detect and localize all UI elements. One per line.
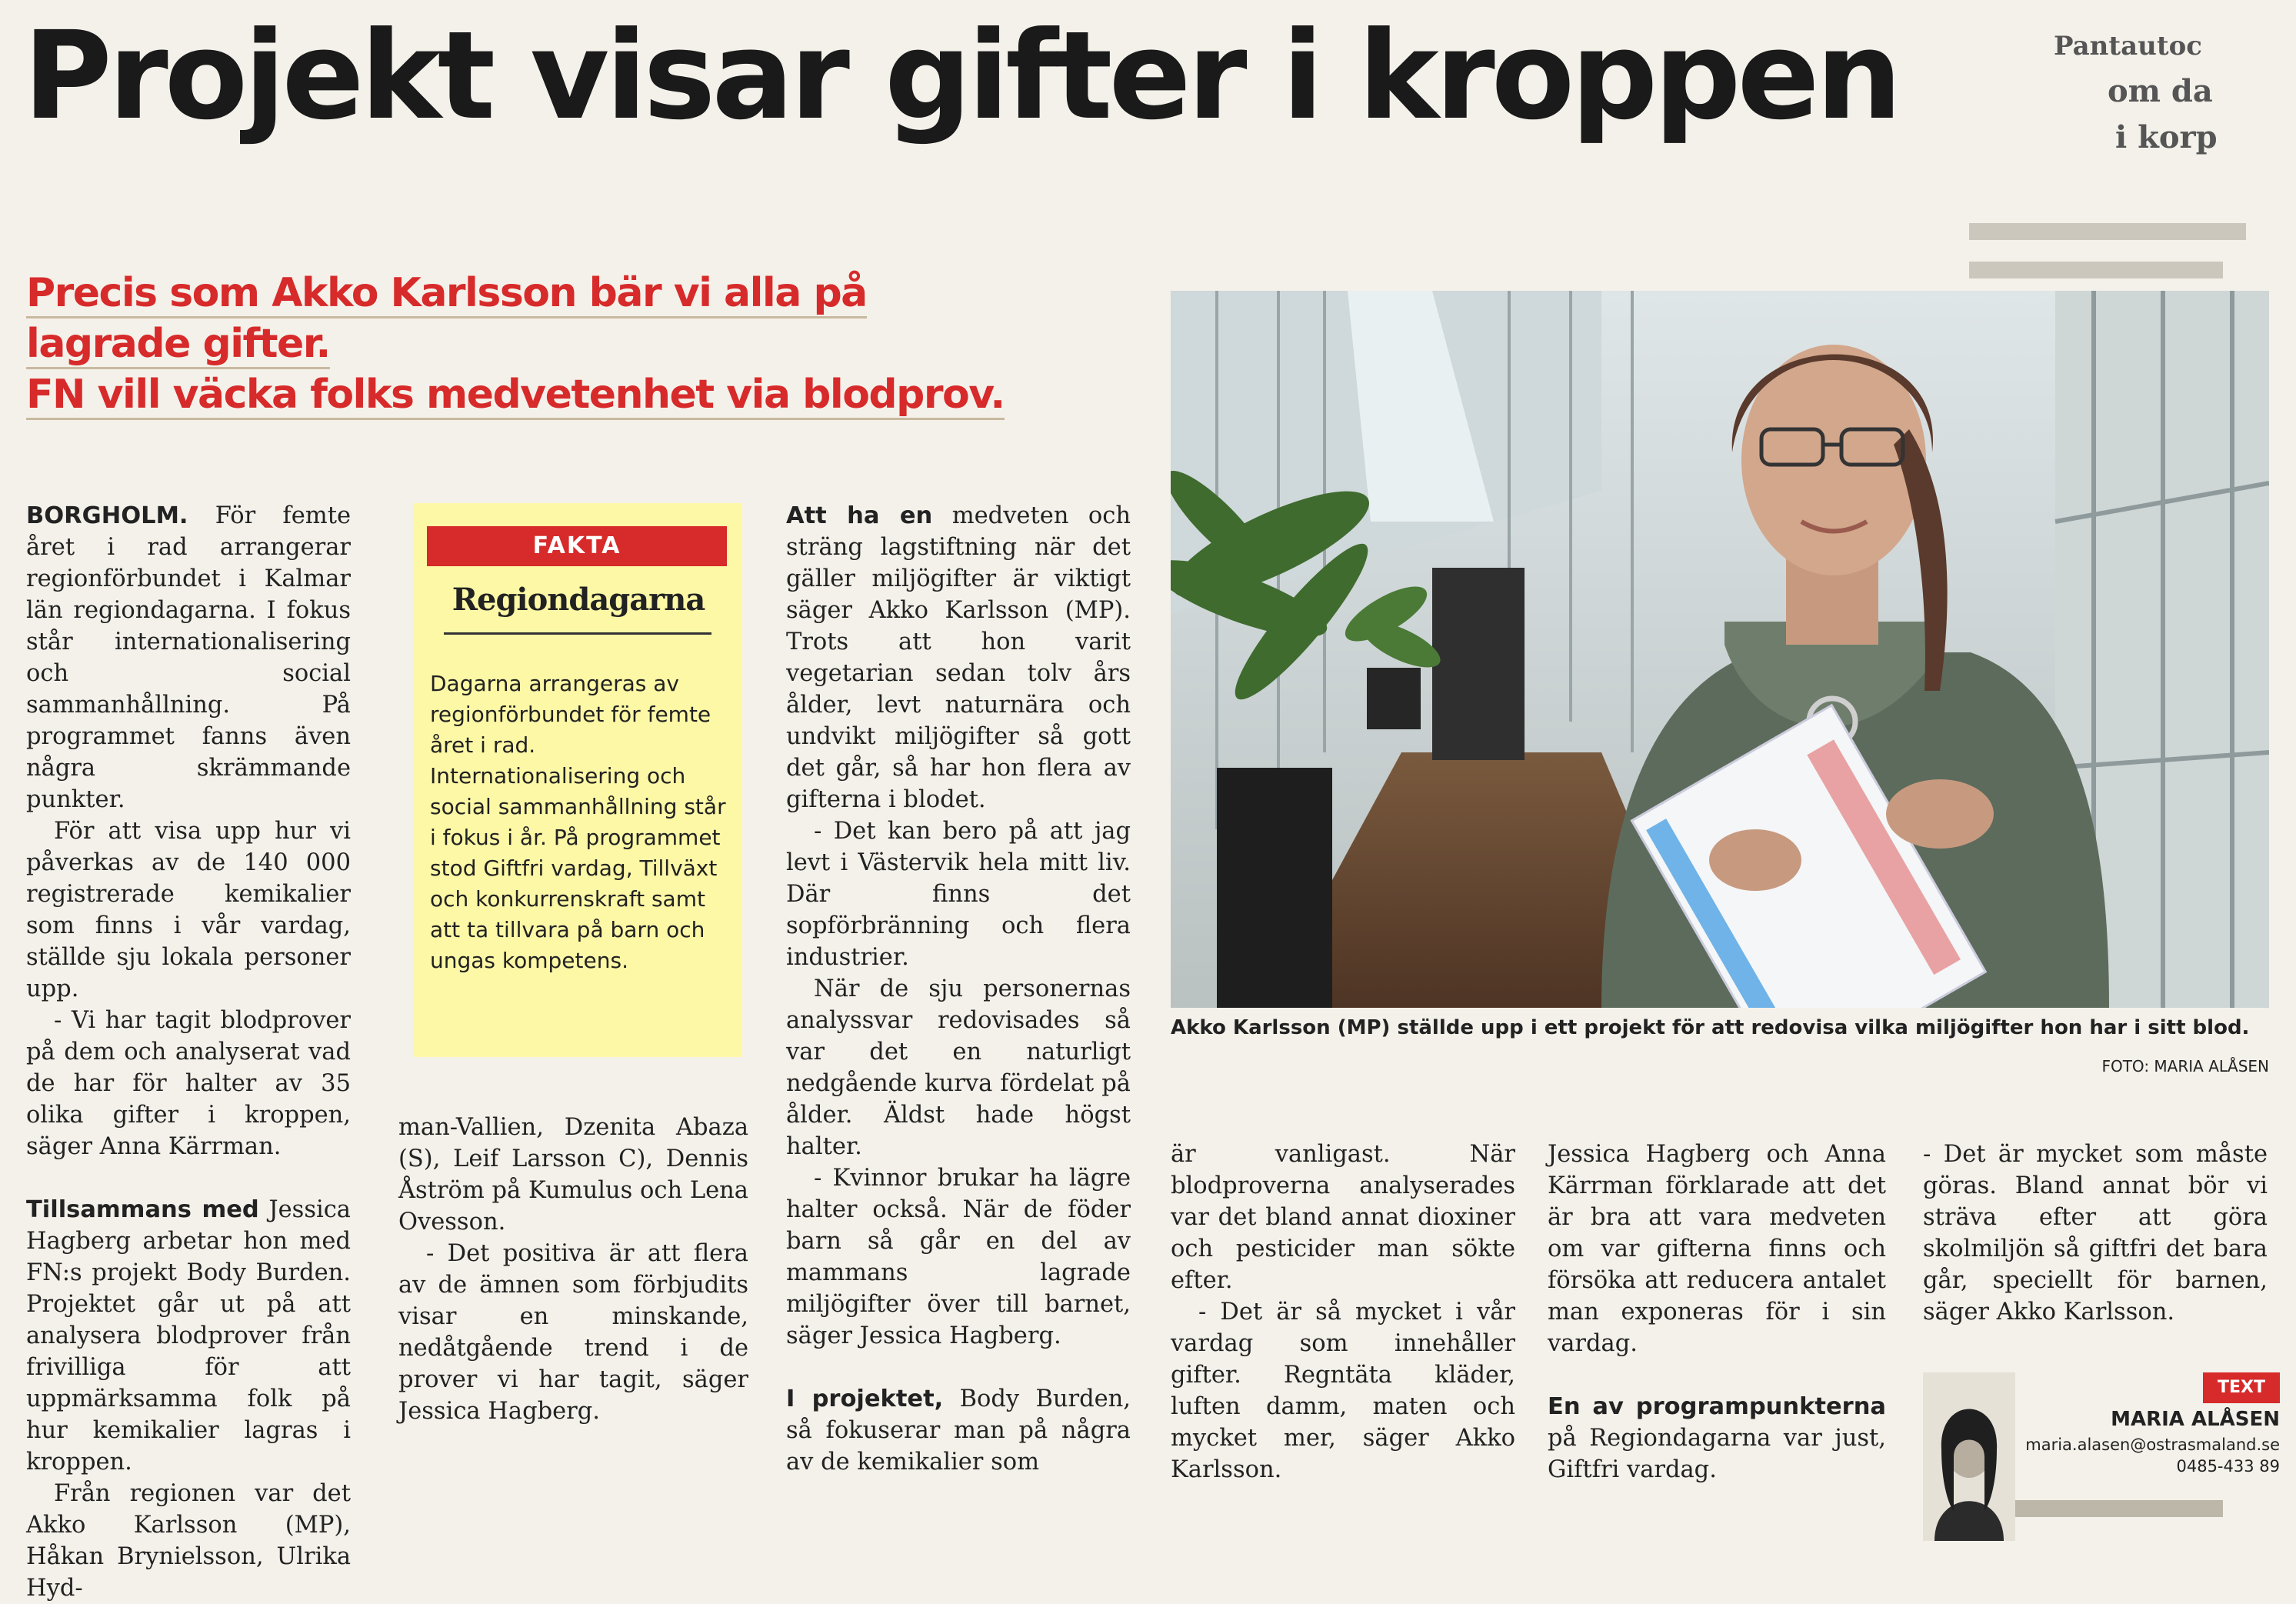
paragraph: man-Vallien, Dzenita Abaza (S), Leif Larsson C), Dennis Åström på Kumulus och Lena Ovesson.	[398, 1114, 748, 1236]
fakta-body: Dagarna arrangeras av regionförbundet för femte året i rad. Internationalisering och social sammanhållning står i fokus i år. På programmet stod Giftfri vardag, Tillväxt och konkurrenskraft samt att ta tillvara på barn och ungas kompetens.	[430, 671, 726, 973]
photo-credit: FOTO: MARIA ALÅSEN	[2101, 1057, 2269, 1075]
headline: Projekt visar gifter i kroppen	[23, 5, 1899, 147]
author-photo	[1923, 1372, 2015, 1541]
article-column-1: BORGHOLM. För femte året i rad arrangerar regionförbundet i Kalmar län regiondagarna. I fokus står internationalisering och social sammanhållning. På programmet fanns även några skrämmande punkter. För att visa upp hur vi påverkas av de 140 000 registrerade kemikalier som finns i vår vardag, ställde sju lokala personer upp. - Vi har tagit blodprover på dem och analyserat vad de har för halter av 35 olika gifter i kroppen, säger Anna Kärrman. Tillsammans med Jessica Hagberg arbetar hon med FN:s projekt Body Burden. Projektet går ut på att analysera blodprover från frivilliga för att uppmärksamma folk på hur kemikalier lagras i kroppen. Från regionen var det Akko Karlsson (MP), Håkan Brynielsson, Ulrika Hyd-	[26, 500, 351, 1604]
kicker: Tillsammans med	[26, 1196, 259, 1223]
paragraph: - Det är mycket som måste göras. Bland annat bör vi sträva efter att göra skolmiljön så giftfri det bara går, speciellt för barnen, säger Akko Karlsson.	[1923, 1141, 2268, 1326]
author-name: MARIA ALÅSEN	[2111, 1408, 2280, 1431]
fakta-badge: FAKTA	[427, 526, 727, 566]
kicker: En av programpunkterna	[1548, 1393, 1886, 1420]
paragraph: - Det är så mycket i vår vardag som innehåller gifter. Regntäta kläder, luften damm, maten och mycket mer, säger Akko Karlsson.	[1171, 1299, 1515, 1483]
kicker: I projektet,	[786, 1386, 944, 1412]
paragraph: - Det kan bero på att jag levt i Västervik hela mitt liv. Där finns det sopförbränning och flera industrier.	[786, 818, 1131, 971]
paragraph: - Vi har tagit blodprover på dem och analyserat vad de har för halter av 35 olika gifter i kroppen, säger Anna Kärrman.	[26, 1007, 351, 1160]
deck	[26, 268, 1165, 420]
kicker: Att ha en	[786, 502, 933, 529]
paragraph: är vanligast. När blodproverna analyserades var det bland annat dioxiner och pesticider man sökte efter.	[1171, 1141, 1515, 1294]
photo-caption: Akko Karlsson (MP) ställde upp i ett projekt för att redovisa vilka miljögifter hon har i sitt blod.	[1171, 1016, 2250, 1039]
dateline: BORGHOLM.	[26, 502, 188, 529]
paragraph: För att visa upp hur vi påverkas av de 140 000 registrerade kemikalier som finns i vår vardag, ställde sju lokala personer upp.	[26, 818, 351, 1002]
byline-label: TEXT	[2203, 1372, 2280, 1403]
article-column-2	[398, 1112, 748, 1427]
paragraph: - Kvinnor brukar ha lägre halter också. När de föder barn så går en del av mammans lagrade miljögifter över till barnet, säger Jessica Hagberg.	[786, 1165, 1131, 1349]
article-column-5: Jessica Hagberg och Anna Kärrman förklarade att det är bra att vara medveten om var gifterna finns och försöka att reducera antalet man exponeras för i sin vardag. En av programpunkterna på Regiondagarna var just, Giftfri vardag.	[1548, 1139, 1886, 1486]
article-column-4	[1171, 1139, 1515, 1486]
adjacent-headline-line: om da	[2108, 73, 2213, 109]
paragraph: När de sju personernas analyssvar redovisades så var det en naturligt nedgående kurva fördelat på ålder. Äldst hade högst halter.	[786, 975, 1131, 1160]
paragraph: Jessica Hagberg och Anna Kärrman förklarade att det är bra att vara medveten om var gifterna finns och försöka att reducera antalet man exponeras för i sin vardag.	[1548, 1141, 1886, 1357]
deck-line: FN vill väcka folks medvetenhet via blodprov.	[26, 369, 1165, 420]
paragraph: - Det positiva är att flera av de ämnen som förbjudits visar en minskande, nedåtgående trend i de prover vi har tagit, säger Jessica Hagberg.	[398, 1240, 748, 1425]
deck-line: Precis som Akko Karlsson bär vi alla på	[26, 268, 1165, 318]
author-email: maria.alasen@ostrasmaland.se	[2025, 1436, 2280, 1454]
deck-line: lagrade gifter.	[26, 318, 1165, 369]
article-column-6	[1923, 1139, 2268, 1328]
author-phone: 0485-433 89	[2176, 1457, 2280, 1476]
adjacent-headline-line: i korp	[2115, 119, 2218, 155]
paragraph: Från regionen var det Akko Karlsson (MP), Håkan Brynielsson, Ulrika Hyd-	[26, 1480, 351, 1602]
fakta-title: Regiondagarna	[452, 582, 705, 618]
article-column-3: Att ha en medveten och sträng lagstiftning när det gäller miljögifter är viktigt säger Akko Karlsson (MP). Trots att hon varit vegetarian sedan tolv års ålder, levt naturnära och undvikt miljögifter så gott det går, så har hon flera av gifterna i blodet. - Det kan bero på att jag levt i Västervik hela mitt liv. Där finns det sopförbränning och flera industrier. När de sju personernas analyssvar redovisades så var det en naturligt nedgående kurva fördelat på ålder. Äldst hade högst halter. - Kvinnor brukar ha lägre halter också. När de föder barn så går en del av mammans lagrade miljögifter över till barnet, säger Jessica Hagberg. I projektet, Body Burden, så fokuserar man på några av de kemikalier som	[786, 502, 1131, 1476]
byline-box	[1923, 1372, 2284, 1541]
article-photo	[1171, 291, 2269, 1008]
fakta-divider	[444, 632, 711, 635]
fakta-box	[413, 503, 742, 1057]
adjacent-headline-line: Pantautoc	[2054, 31, 2202, 62]
